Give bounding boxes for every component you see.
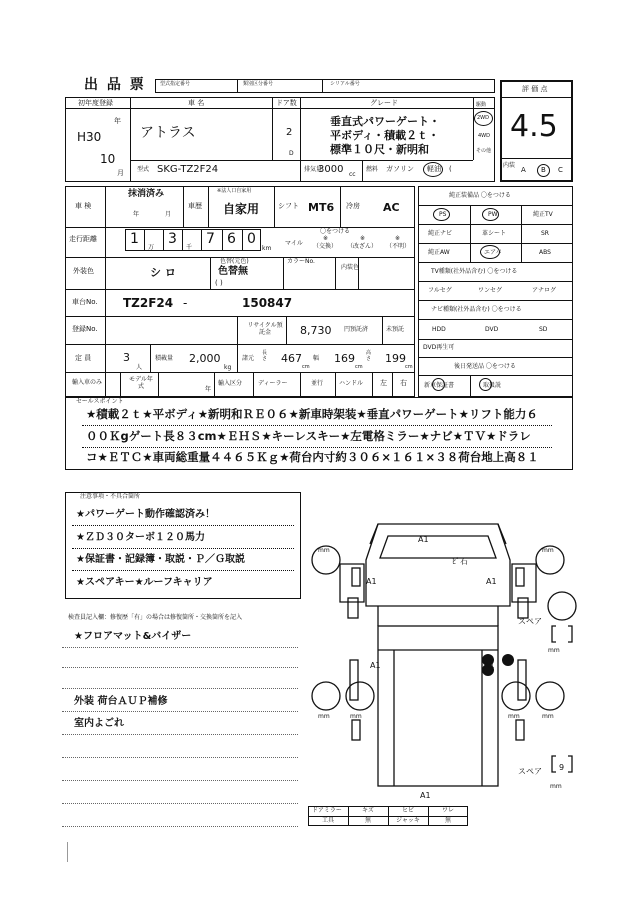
note-3: ★保証書・記録簿・取説・Ｐ／Ｇ取説 bbox=[76, 554, 245, 565]
mm-fr: mm bbox=[542, 547, 554, 554]
exterior-color-label: 外装色 bbox=[73, 267, 94, 275]
parallel-label: 並行 bbox=[311, 380, 324, 387]
category-label: 類別区分番号 bbox=[243, 81, 274, 87]
spare-label-2: スペア bbox=[518, 767, 542, 776]
mileage-digit-2: 3 bbox=[168, 231, 177, 247]
spare-value: 9 bbox=[559, 763, 565, 772]
usage-value: 自家用 bbox=[223, 202, 260, 216]
shift-value: MT6 bbox=[308, 201, 335, 214]
equip-abs: ABS bbox=[539, 249, 551, 256]
docs-manual: 取扱説 bbox=[483, 382, 502, 389]
color-no-label: カラーNo. bbox=[287, 258, 315, 265]
tv-fullseg: フルセグ bbox=[428, 287, 452, 294]
length-label: 長さ bbox=[262, 350, 268, 362]
meter-unknown: （不明） bbox=[386, 243, 411, 250]
sales-line-3: コ★ＥＴＣ★車両総重量４４６５Ｋｇ★荷台内寸約３０６×１６１×３８荷台地上高８１ bbox=[86, 450, 539, 464]
inspector-line-3: 室内よごれ bbox=[74, 718, 124, 729]
nav-title: ナビ種類(社外品含む) 〇をつける bbox=[431, 306, 522, 313]
docs-title: 後日発送品 〇をつける bbox=[454, 363, 516, 370]
length-value: 467 bbox=[281, 352, 302, 365]
grade-line-2: 平ボディ・積載２ｔ・ bbox=[330, 129, 440, 142]
exterior-color-value: シ ロ bbox=[150, 266, 176, 279]
spare-label-1: スペア bbox=[518, 617, 542, 626]
chassis-number: 150847 bbox=[242, 296, 293, 310]
capacity-label: 定 員 bbox=[75, 354, 92, 362]
equip-leather: 革シート bbox=[482, 230, 507, 237]
docs-warranty: 新車保証書 bbox=[424, 382, 455, 389]
legend-scratch: キズ bbox=[362, 807, 374, 814]
doors-value: 2 bbox=[286, 127, 293, 138]
first-reg-month: 10 bbox=[100, 152, 116, 166]
mileage-km: km bbox=[262, 245, 272, 252]
dvd-playback: DVD再生可 bbox=[423, 344, 455, 351]
note-4: ★スペアキー★ルーフキャリア bbox=[76, 577, 213, 588]
inspector-label: 検査員記入欄：修復歴「有」の場合は修復箇所・交換箇所を記入 bbox=[68, 614, 243, 621]
nav-sd: SD bbox=[539, 326, 548, 333]
meter-unknown-mark: ※ bbox=[395, 235, 401, 242]
shift-label: シフト bbox=[278, 202, 299, 210]
grade-line-1: 垂直式パワーゲート・ bbox=[330, 115, 440, 128]
tv-oneseg: ワンセグ bbox=[478, 287, 503, 294]
height-label: 高さ bbox=[366, 350, 372, 362]
sales-line-1: ★積載２ｔ★平ボディ★新明和ＲＥ０６★新車時架装★垂直パワーゲート★リフト能力６ bbox=[86, 407, 538, 421]
import-label: 輸入車のみ bbox=[72, 379, 103, 386]
car-name-label: 車 名 bbox=[188, 99, 205, 107]
height-unit: cm bbox=[405, 364, 413, 370]
displacement-label: 排気量 bbox=[304, 166, 323, 173]
mm-spare2: mm bbox=[550, 783, 562, 790]
interior-grade-b: B bbox=[541, 166, 546, 174]
dealer-label: ディーラー bbox=[258, 380, 288, 387]
mileage-digit-1: 1 bbox=[130, 231, 139, 247]
width-value: 169 bbox=[334, 352, 355, 365]
handle-right: 右 bbox=[400, 379, 407, 387]
fuel-diesel-circle bbox=[423, 162, 443, 177]
equip-navi: 純正ナビ bbox=[428, 230, 453, 237]
equipment-title: 純正装備品 〇をつける bbox=[449, 192, 511, 199]
score-label: 評 価 点 bbox=[522, 85, 548, 93]
notes-label: 注意事項・不具合箇所 bbox=[80, 493, 141, 500]
meter-tamper: （改ざん） bbox=[347, 243, 378, 250]
equip-airbag: エアバ bbox=[484, 249, 502, 256]
equip-airbag-circle bbox=[480, 245, 500, 259]
equip-pw-circle bbox=[482, 208, 499, 221]
inspector-line-2: 外装 荷台ＡＵＰ補修 bbox=[74, 696, 168, 707]
recycle-unpaid: 未預託 bbox=[386, 326, 405, 333]
chassis-label: 車台No. bbox=[72, 298, 98, 306]
doors-unit: D bbox=[289, 150, 294, 157]
handle-label: ハンドル bbox=[339, 380, 364, 387]
equip-ps: PS bbox=[439, 211, 447, 218]
interior-grade-a: A bbox=[521, 166, 526, 174]
color-change-value: 色替無 bbox=[218, 266, 248, 277]
mileage-unit-sen: 千 bbox=[186, 244, 193, 251]
damage-mark-a1-bed-right: A1 bbox=[484, 661, 495, 670]
handle-left: 左 bbox=[380, 379, 387, 387]
drive-other: その他 bbox=[476, 148, 492, 154]
ac-value: AC bbox=[383, 201, 400, 214]
damage-mark-a1-left: A1 bbox=[366, 577, 377, 586]
vehicle-damage-diagram bbox=[300, 510, 580, 805]
mileage-digit-5: 0 bbox=[247, 231, 256, 247]
drive-2wd: 2WD bbox=[477, 115, 489, 121]
chassis-dash: - bbox=[183, 296, 188, 310]
nav-dvd: DVD bbox=[485, 326, 499, 333]
load-value: 2,000 bbox=[189, 352, 221, 365]
id-number-row bbox=[155, 79, 495, 93]
page-title: 出 品 票 bbox=[84, 77, 146, 93]
legend-tools-value: 無 bbox=[365, 817, 372, 824]
inspection-year-unit: 年 bbox=[133, 211, 140, 218]
drive-4wd: 4WD bbox=[478, 133, 490, 139]
fuel-paren: ( bbox=[449, 165, 452, 173]
year-unit: 年 bbox=[114, 117, 121, 125]
inspection-label: 車 検 bbox=[75, 202, 92, 210]
score-value: 4.5 bbox=[510, 109, 558, 144]
height-value: 199 bbox=[385, 352, 406, 365]
mm-rl1: mm bbox=[318, 713, 330, 720]
mileage-label: 走行距離 bbox=[69, 235, 97, 243]
fuel-label: 燃料 bbox=[366, 166, 379, 173]
meter-circle-note: 〇をつける bbox=[320, 228, 351, 235]
damage-mark-a1-roof: A1 bbox=[418, 535, 429, 544]
legend-break: ワレ bbox=[442, 807, 455, 814]
note-1: ★パワーゲート動作確認済み！ bbox=[76, 509, 215, 520]
interior-b-circle bbox=[537, 164, 550, 177]
import-year-unit: 年 bbox=[205, 386, 212, 393]
mileage-counter bbox=[125, 229, 261, 251]
ac-label: 冷房 bbox=[346, 202, 360, 210]
sales-label: セールスポイント bbox=[76, 398, 124, 405]
legend-mirror: ドアミラー bbox=[312, 807, 342, 814]
damage-mark-chip: ﾋﾟ石 bbox=[452, 557, 468, 566]
interior-grade-c: C bbox=[558, 166, 563, 174]
legend-crack: ヒビ bbox=[402, 807, 415, 814]
model-year-label: モデル年式 bbox=[129, 376, 153, 391]
first-reg-year: H30 bbox=[77, 130, 102, 144]
damage-mark-a1-bed-left: A1 bbox=[370, 661, 381, 670]
interior-color-label: 内装色 bbox=[341, 264, 360, 271]
inspector-line-1: ★フロアマット&バイザー bbox=[74, 631, 192, 642]
import-cat-label: 輸入区分 bbox=[218, 380, 243, 387]
width-unit: cm bbox=[355, 364, 363, 370]
interior-label: 内装 bbox=[503, 162, 516, 169]
legend-jack: ジャッキ bbox=[396, 817, 420, 824]
meter-exchange: （交換） bbox=[313, 243, 338, 250]
tv-analog: アナログ bbox=[532, 287, 557, 294]
usage-note: ※法人口自家用 bbox=[217, 188, 252, 194]
damage-mark-a1-rear: A1 bbox=[420, 791, 431, 800]
inspection-value: 抹消済み bbox=[128, 189, 165, 199]
mileage-digit-3: 7 bbox=[206, 231, 215, 247]
reg-no-label: 登録No. bbox=[72, 325, 98, 333]
recycle-status: 円預託済 bbox=[344, 326, 369, 333]
legend-tools: 工具 bbox=[322, 817, 335, 824]
fuel-gasoline: ガソリン bbox=[386, 165, 414, 173]
docs-warranty-circle bbox=[432, 378, 445, 391]
mile-label: マイル bbox=[285, 240, 303, 247]
equip-aw: 純正AW bbox=[428, 249, 450, 256]
grade-label: グレード bbox=[370, 99, 398, 107]
color-paren: ( ) bbox=[215, 279, 223, 287]
nav-hdd: HDD bbox=[432, 326, 446, 333]
dims-label: 諸元 bbox=[242, 355, 255, 362]
month-unit: 月 bbox=[117, 169, 124, 177]
color-change-label: 色替(元色) bbox=[220, 258, 249, 265]
mm-spare: mm bbox=[548, 647, 560, 654]
sales-line-2: ００Ｋgゲート長８３cm★ＥＨＳ★キーレスキー★左電格ミラー★ナビ★ＴＶ★ドラレ bbox=[86, 429, 531, 443]
grade-line-3: 標準１０尺・新明和 bbox=[330, 143, 429, 156]
docs-manual-circle bbox=[479, 378, 492, 391]
equip-tv: 純正TV bbox=[533, 211, 553, 218]
tv-title: TV種類(社外品含む) 〇をつける bbox=[431, 268, 518, 275]
recycle-label: リサイクル預託金 bbox=[247, 322, 283, 337]
damage-mark-a1-right: A1 bbox=[486, 577, 497, 586]
model-value: SKG-TZ2F24 bbox=[157, 164, 219, 175]
equip-pw: PW bbox=[488, 211, 498, 218]
model-designation-label: 型式指定番号 bbox=[160, 81, 191, 87]
legend-jack-value: 無 bbox=[445, 817, 452, 824]
mm-rr1: mm bbox=[508, 713, 520, 720]
drive-label: 駆動 bbox=[476, 102, 487, 108]
equip-ps-circle bbox=[433, 208, 450, 221]
mm-rr2: mm bbox=[542, 713, 554, 720]
mileage-unit-man: 万 bbox=[148, 244, 155, 251]
width-label: 幅 bbox=[313, 355, 320, 362]
first-reg-label: 初年度登録 bbox=[78, 99, 113, 107]
doors-label: ドア数 bbox=[276, 99, 297, 107]
capacity-value: 3 bbox=[123, 351, 130, 364]
mm-fl: mm bbox=[318, 547, 330, 554]
recycle-value: 8,730 bbox=[300, 324, 332, 337]
note-2: ★ＺＤ３０ターボ１２０馬力 bbox=[76, 532, 205, 543]
model-label: 型式 bbox=[137, 166, 150, 173]
car-name: アトラス bbox=[140, 125, 196, 141]
capacity-unit: 人 bbox=[136, 364, 143, 371]
meter-exchange-mark: ※ bbox=[323, 235, 329, 242]
usage-label: 車歴 bbox=[188, 202, 202, 210]
chassis-prefix: TZ2F24 bbox=[123, 296, 174, 310]
load-unit: kg bbox=[224, 364, 232, 371]
inspection-month-unit: 月 bbox=[165, 211, 172, 218]
mileage-digit-4: 6 bbox=[227, 231, 236, 247]
equip-sr: SR bbox=[541, 230, 549, 237]
drive-2wd-circle bbox=[474, 111, 493, 126]
load-label: 積載量 bbox=[155, 355, 174, 362]
serial-label: シリアル番号 bbox=[330, 81, 360, 87]
meter-tamper-mark: ※ bbox=[360, 235, 366, 242]
displacement-value: 3000 bbox=[318, 164, 344, 175]
fuel-diesel: 軽油 bbox=[427, 165, 441, 173]
displacement-unit: cc bbox=[349, 171, 356, 178]
length-unit: cm bbox=[302, 364, 310, 370]
mm-rl2: mm bbox=[350, 713, 362, 720]
